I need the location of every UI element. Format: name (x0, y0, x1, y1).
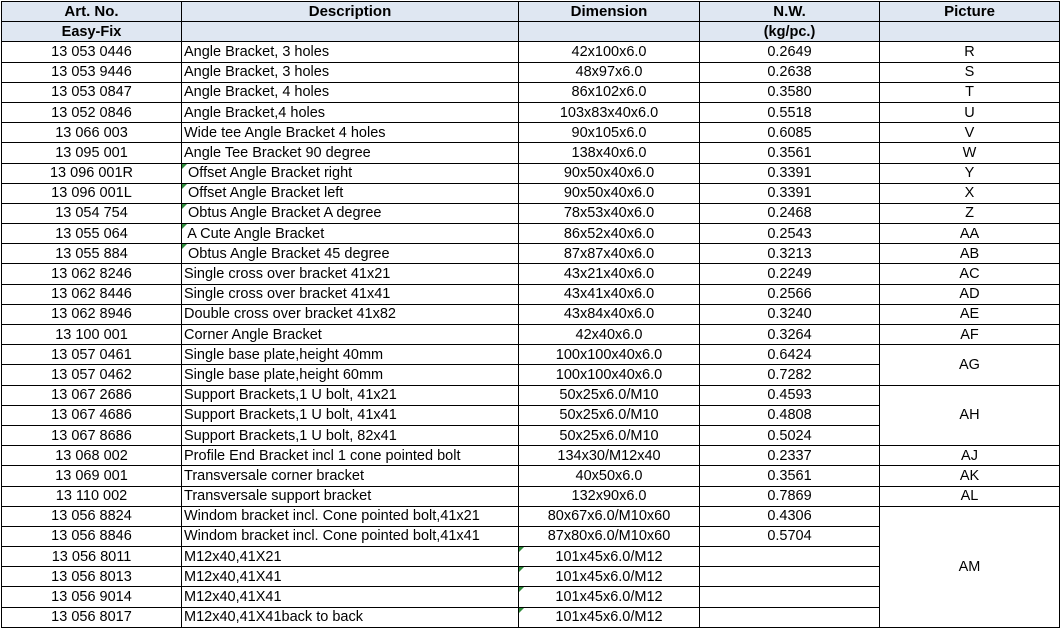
picture-cell: AB (880, 244, 1060, 264)
dimension-text: 138x40x6.0 (571, 144, 647, 161)
dimension-cell (519, 163, 700, 183)
art-no-cell: 13 054 754 (2, 203, 182, 223)
dimension-cell (519, 345, 700, 365)
picture-cell: T (880, 82, 1060, 102)
art-no-cell: 13 067 4686 (2, 405, 182, 425)
picture-cell: AG (880, 345, 1060, 385)
net-weight-cell: 0.3240 (700, 304, 880, 324)
description-cell (182, 143, 519, 163)
dimension-text: 103x83x40x6.0 (559, 104, 659, 121)
dimension-cell (519, 62, 700, 82)
description-text: Obtus Angle Bracket 45 degree (184, 245, 390, 262)
art-no-cell: 13 067 8686 (2, 425, 182, 445)
description-text: Angle Bracket, 3 holes (184, 43, 330, 60)
picture-cell: AD (880, 284, 1060, 304)
description-text: Offset Angle Bracket right (184, 165, 353, 182)
dimension-text: 40x50x6.0 (575, 467, 643, 484)
picture-cell: U (880, 102, 1060, 122)
dimension-cell (519, 526, 700, 546)
description-text: M12x40,41X41 (184, 568, 282, 585)
art-no-cell: 13 056 8013 (2, 567, 182, 587)
description-cell (182, 82, 519, 102)
description-cell (182, 446, 519, 466)
description-cell (182, 385, 519, 405)
picture-cell: W (880, 143, 1060, 163)
net-weight-cell: 0.2638 (700, 62, 880, 82)
dimension-cell (519, 82, 700, 102)
description-text: Double cross over bracket 41x82 (184, 306, 396, 323)
picture-cell: AM (880, 506, 1060, 627)
table-row (2, 203, 1060, 223)
dimension-cell (519, 102, 700, 122)
description-cell (182, 102, 519, 122)
table-row (2, 123, 1060, 143)
table-row (2, 42, 1060, 62)
dimension-cell (519, 284, 700, 304)
dimension-cell (519, 244, 700, 264)
comment-marker-icon (519, 608, 524, 613)
net-weight-cell: 0.7282 (700, 365, 880, 385)
net-weight-cell: 0.6085 (700, 123, 880, 143)
description-text: Obtus Angle Bracket A degree (184, 205, 382, 222)
dimension-cell (519, 325, 700, 345)
dimension-cell (519, 143, 700, 163)
dimension-text: 80x67x6.0/M10x60 (547, 508, 671, 525)
comment-marker-icon (182, 244, 187, 249)
dimension-text: 90x105x6.0 (571, 124, 647, 141)
description-text: Transversale support bracket (184, 488, 372, 505)
dimension-text: 90x50x40x6.0 (563, 185, 655, 202)
art-no-cell: 13 057 0462 (2, 365, 182, 385)
description-cell (182, 42, 519, 62)
net-weight-cell: 0.3264 (700, 325, 880, 345)
net-weight-cell (700, 547, 880, 567)
net-weight-cell: 0.2249 (700, 264, 880, 284)
table-row (2, 486, 1060, 506)
art-no-cell: 13 068 002 (2, 446, 182, 466)
picture-cell: AA (880, 224, 1060, 244)
art-no-cell: 13 056 8017 (2, 607, 182, 627)
dimension-cell (519, 123, 700, 143)
net-weight-cell: 0.3391 (700, 183, 880, 203)
description-text: Profile End Bracket incl 1 cone pointed bolt (184, 447, 461, 464)
picture-cell: AC (880, 264, 1060, 284)
picture-cell: X (880, 183, 1060, 203)
description-cell (182, 506, 519, 526)
art-no-cell: 13 055 064 (2, 224, 182, 244)
header-picture: Picture (880, 2, 1060, 22)
description-cell (182, 607, 519, 627)
net-weight-cell: 0.2468 (700, 203, 880, 223)
description-cell (182, 425, 519, 445)
net-weight-cell: 0.3213 (700, 244, 880, 264)
table-row (2, 304, 1060, 324)
dimension-cell (519, 506, 700, 526)
dimension-cell (519, 587, 700, 607)
table-row (2, 264, 1060, 284)
table-row (2, 284, 1060, 304)
dimension-cell (519, 42, 700, 62)
table-row (2, 345, 1060, 365)
description-cell (182, 466, 519, 486)
net-weight-cell: 0.5024 (700, 425, 880, 445)
net-weight-cell (700, 607, 880, 627)
table-row (2, 325, 1060, 345)
net-weight-cell: 0.2543 (700, 224, 880, 244)
description-cell (182, 526, 519, 546)
description-text: Transversale corner bracket (184, 467, 364, 484)
description-text: Windom bracket incl. Cone pointed bolt,41x21 (184, 508, 480, 525)
picture-cell: AH (880, 385, 1060, 446)
table-row (2, 163, 1060, 183)
net-weight-cell: 0.4593 (700, 385, 880, 405)
dimension-cell (519, 486, 700, 506)
art-no-cell: 13 096 001R (2, 163, 182, 183)
dimension-text: 42x40x6.0 (575, 326, 643, 343)
dimension-text: 42x100x6.0 (571, 43, 647, 60)
art-no-cell: 13 110 002 (2, 486, 182, 506)
dimension-text: 101x45x6.0/M12 (555, 548, 663, 565)
net-weight-cell: 0.4306 (700, 506, 880, 526)
net-weight-cell: 0.5518 (700, 102, 880, 122)
description-cell (182, 203, 519, 223)
picture-cell: AF (880, 325, 1060, 345)
dimension-text: 86x52x40x6.0 (563, 225, 655, 242)
dimension-cell (519, 385, 700, 405)
dimension-text: 87x87x40x6.0 (563, 245, 655, 262)
header-art-no: Art. No. (2, 2, 182, 22)
picture-cell: R (880, 42, 1060, 62)
art-no-cell: 13 057 0461 (2, 345, 182, 365)
description-cell (182, 123, 519, 143)
description-cell (182, 405, 519, 425)
net-weight-cell: 0.2337 (700, 446, 880, 466)
dimension-cell (519, 203, 700, 223)
table-row (2, 244, 1060, 264)
dimension-text: 43x21x40x6.0 (563, 266, 655, 283)
art-no-cell: 13 069 001 (2, 466, 182, 486)
dimension-text: 43x41x40x6.0 (563, 286, 655, 303)
net-weight-cell: 0.5704 (700, 526, 880, 546)
dimension-text: 43x84x40x6.0 (563, 306, 655, 323)
table-row (2, 62, 1060, 82)
description-cell (182, 183, 519, 203)
picture-cell: AJ (880, 446, 1060, 466)
description-text: A Cute Angle Bracket (184, 225, 325, 242)
comment-marker-icon (182, 224, 187, 229)
table-row (2, 385, 1060, 405)
description-text: Angle Tee Bracket 90 degree (184, 144, 371, 161)
art-no-cell: 13 062 8446 (2, 284, 182, 304)
description-text: Offset Angle Bracket left (184, 185, 344, 202)
table-row (2, 506, 1060, 526)
description-cell (182, 284, 519, 304)
art-no-cell: 13 062 8946 (2, 304, 182, 324)
dimension-text: 132x90x6.0 (571, 488, 647, 505)
picture-cell: V (880, 123, 1060, 143)
description-text: Support Brackets,1 U bolt, 41x21 (184, 387, 397, 404)
dimension-cell (519, 365, 700, 385)
dimension-cell (519, 224, 700, 244)
picture-cell: Z (880, 203, 1060, 223)
group-label: Easy-Fix (2, 22, 182, 42)
description-cell (182, 304, 519, 324)
description-text: Single cross over bracket 41x21 (184, 266, 391, 283)
dimension-text: 101x45x6.0/M12 (555, 568, 663, 585)
unit-label: (kg/pc.) (700, 22, 880, 42)
comment-marker-icon (182, 164, 187, 169)
dimension-text: 48x97x6.0 (575, 64, 643, 81)
description-text: Angle Bracket, 3 holes (184, 64, 330, 81)
dimension-cell (519, 304, 700, 324)
picture-cell: AE (880, 304, 1060, 324)
subheader-empty-dim (519, 22, 700, 42)
net-weight-cell: 0.6424 (700, 345, 880, 365)
description-text: M12x40,41X41 (184, 589, 282, 606)
net-weight-cell: 0.3580 (700, 82, 880, 102)
header-row (2, 2, 1060, 22)
dimension-cell (519, 183, 700, 203)
dimension-cell (519, 264, 700, 284)
dimension-text: 50x25x6.0/M10 (559, 407, 659, 424)
description-cell (182, 365, 519, 385)
comment-marker-icon (182, 184, 187, 189)
subheader-empty-pic (880, 22, 1060, 42)
net-weight-cell: 0.3391 (700, 163, 880, 183)
dimension-text: 50x25x6.0/M10 (559, 387, 659, 404)
header-nw: N.W. (700, 2, 880, 22)
dimension-cell (519, 405, 700, 425)
net-weight-cell: 0.2649 (700, 42, 880, 62)
art-no-cell: 13 066 003 (2, 123, 182, 143)
dimension-text: 101x45x6.0/M12 (555, 589, 663, 606)
dimension-text: 78x53x40x6.0 (563, 205, 655, 222)
description-cell (182, 486, 519, 506)
description-text: Corner Angle Bracket (184, 326, 322, 343)
product-table (1, 1, 1060, 628)
art-no-cell: 13 062 8246 (2, 264, 182, 284)
dimension-cell (519, 425, 700, 445)
description-cell (182, 567, 519, 587)
dimension-cell (519, 446, 700, 466)
picture-cell: S (880, 62, 1060, 82)
description-text: Angle Bracket, 4 holes (184, 84, 330, 101)
net-weight-cell: 0.3561 (700, 143, 880, 163)
description-text: Windom bracket incl. Cone pointed bolt,41x41 (184, 528, 480, 545)
description-text: Single base plate,height 60mm (184, 366, 384, 383)
table-row (2, 224, 1060, 244)
description-cell (182, 345, 519, 365)
art-no-cell: 13 056 8011 (2, 547, 182, 567)
description-cell (182, 547, 519, 567)
description-text: Support Brackets,1 U bolt, 82x41 (184, 427, 397, 444)
subheader-row (2, 22, 1060, 42)
description-text: Single base plate,height 40mm (184, 346, 384, 363)
description-cell (182, 244, 519, 264)
header-description: Description (182, 2, 519, 22)
art-no-cell: 13 052 0846 (2, 102, 182, 122)
net-weight-cell (700, 567, 880, 587)
dimension-cell (519, 567, 700, 587)
table-row (2, 183, 1060, 203)
art-no-cell: 13 055 884 (2, 244, 182, 264)
table-row (2, 466, 1060, 486)
art-no-cell: 13 096 001L (2, 183, 182, 203)
table-row (2, 82, 1060, 102)
description-text: M12x40,41X21 (184, 548, 282, 565)
description-text: Angle Bracket,4 holes (184, 104, 326, 121)
dimension-text: 50x25x6.0/M10 (559, 427, 659, 444)
description-text: Single cross over bracket 41x41 (184, 286, 391, 303)
table-row (2, 446, 1060, 466)
art-no-cell: 13 053 0446 (2, 42, 182, 62)
dimension-text: 87x80x6.0/M10x60 (547, 528, 671, 545)
table-row (2, 102, 1060, 122)
picture-cell: Y (880, 163, 1060, 183)
art-no-cell: 13 100 001 (2, 325, 182, 345)
art-no-cell: 13 067 2686 (2, 385, 182, 405)
art-no-cell: 13 056 8824 (2, 506, 182, 526)
net-weight-cell: 0.2566 (700, 284, 880, 304)
dimension-cell (519, 607, 700, 627)
subheader-empty-desc (182, 22, 519, 42)
net-weight-cell (700, 587, 880, 607)
description-cell (182, 587, 519, 607)
description-text: Support Brackets,1 U bolt, 41x41 (184, 407, 397, 424)
art-no-cell: 13 053 0847 (2, 82, 182, 102)
table-row (2, 143, 1060, 163)
comment-marker-icon (519, 547, 524, 552)
net-weight-cell: 0.3561 (700, 466, 880, 486)
comment-marker-icon (519, 587, 524, 592)
dimension-text: 100x100x40x6.0 (555, 366, 663, 383)
art-no-cell: 13 053 9446 (2, 62, 182, 82)
art-no-cell: 13 056 9014 (2, 587, 182, 607)
dimension-cell (519, 547, 700, 567)
description-cell (182, 224, 519, 244)
dimension-text: 86x102x6.0 (571, 84, 647, 101)
description-cell (182, 163, 519, 183)
description-cell (182, 62, 519, 82)
dimension-cell (519, 466, 700, 486)
description-text: Wide tee Angle Bracket 4 holes (184, 124, 386, 141)
picture-cell: AK (880, 466, 1060, 486)
description-text: M12x40,41X41back to back (184, 609, 363, 626)
description-cell (182, 325, 519, 345)
dimension-text: 100x100x40x6.0 (555, 346, 663, 363)
comment-marker-icon (519, 567, 524, 572)
art-no-cell: 13 095 001 (2, 143, 182, 163)
art-no-cell: 13 056 8846 (2, 526, 182, 546)
comment-marker-icon (182, 204, 187, 209)
net-weight-cell: 0.4808 (700, 405, 880, 425)
dimension-text: 134x30/M12x40 (557, 447, 661, 464)
picture-cell: AL (880, 486, 1060, 506)
header-dimension: Dimension (519, 2, 700, 22)
net-weight-cell: 0.7869 (700, 486, 880, 506)
description-cell (182, 264, 519, 284)
dimension-text: 101x45x6.0/M12 (555, 609, 663, 626)
dimension-text: 90x50x40x6.0 (563, 165, 655, 182)
